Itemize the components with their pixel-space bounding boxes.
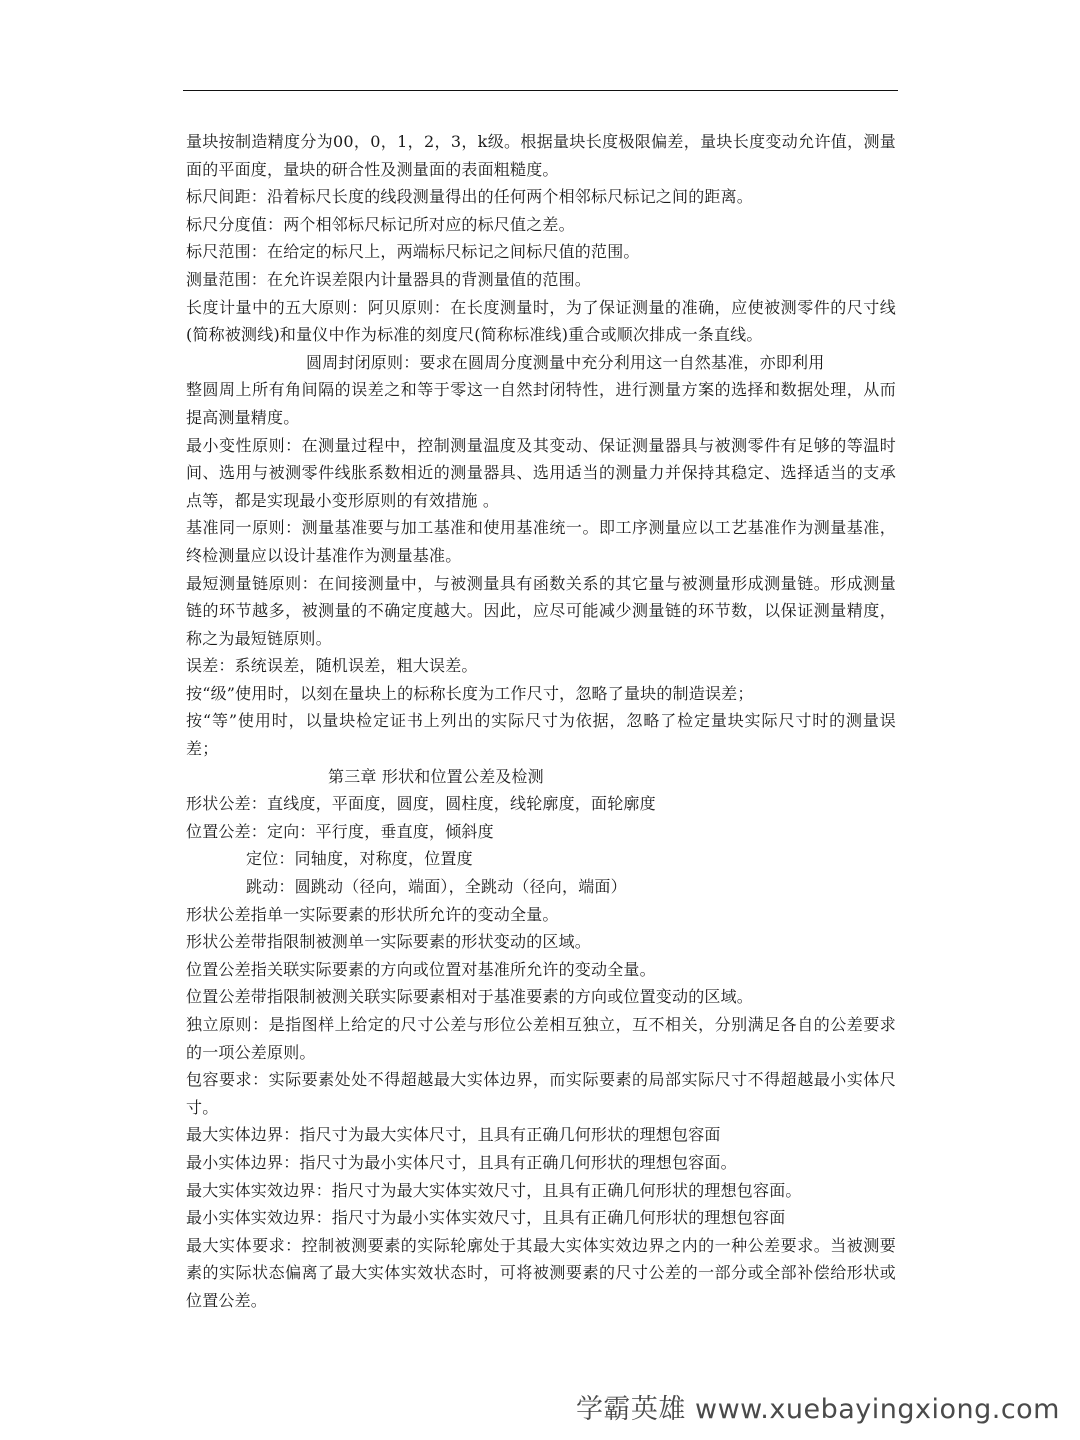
paragraph-use-by-class: 按“等”使用时，以量块检定证书上列出的实际尺寸为依据，忽略了检定量块实际尺寸时的测量误差； [186,711,896,759]
paragraph-runout: 跳动：圆跳动（径向，端面），全跳动（径向，端面） [246,877,627,897]
paragraph-circle-closure-rest: 整圆周上所有角间隔的误差之和等于零这一自然封闭特性，进行测量方案的选择和数据处理，从而提高测量精度。 [186,380,896,427]
paragraph-envelope-requirement: 包容要求：实际要素处处不得超越最大实体边界，而实际要素的局部实际尺寸不得超越最小实体尺寸。 [186,1070,896,1117]
paragraph-position-tolerance: 位置公差：定向：平行度，垂直度，倾斜度 [186,821,494,841]
paragraph-errors: 误差：系统误差，随机误差，粗大误差。 [186,656,478,676]
header-rule [183,90,898,91]
paragraph-mmc-boundary: 最大实体边界：指尺寸为最大实体尺寸，且具有正确几何形状的理想包容面 [186,1125,721,1145]
paragraph-scale-division: 标尺分度值：两个相邻标尺标记所对应的标尺值之差。 [186,214,575,234]
paragraph-form-tolerance-def: 形状公差指单一实际要素的形状所允许的变动全量。 [186,904,559,924]
site-watermark: 学霸英雄 www.xuebayingxiong.com [575,1394,1060,1425]
paragraph-lmc-boundary: 最小实体边界：指尺寸为最小实体尺寸，且具有正确几何形状的理想包容面。 [186,1152,737,1172]
paragraph-form-tolerance-zone: 形状公差带指限制被测单一实际要素的形状变动的区域。 [186,932,592,952]
paragraph-scale-range: 标尺范围：在给定的标尺上，两端标尺标记之间标尺值的范围。 [186,242,640,262]
document-body [186,128,896,1315]
paragraph-min-deformation: 最小变性原则：在测量过程中，控制测量温度及其变动、保证测量器具与被测零件有足够的等温时间、选用与被测零件线胀系数相近的测量器具、选用适当的测量力并保持其稳定、选择适当的支承点等，都是实现最小变形原则的有效措施 。 [186,435,896,510]
paragraph-use-by-grade: 按“级”使用时，以刻在量块上的标称长度为工作尺寸，忽略了量块的制造误差； [186,683,754,703]
paragraph-scale-spacing: 标尺间距：沿着标尺长度的线段测量得出的任何两个相邻标尺标记之间的距离。 [186,187,754,207]
paragraph-circle-closure-first: 圆周封闭原则：要求在圆周分度测量中充分利用这一自然基准，亦即利用 [306,352,825,372]
paragraph-location: 定位：同轴度，对称度，位置度 [246,849,473,869]
paragraph-form-tolerance: 形状公差：直线度，平面度，圆度，圆柱度，线轮廓度，面轮廓度 [186,794,656,814]
paragraph-mmvc-boundary: 最大实体实效边界：指尺寸为最大实体实效尺寸，且具有正确几何形状的理想包容面。 [186,1180,802,1200]
paragraph-datum-unity: 基准同一原则：测量基准要与加工基准和使用基准统一。即工序测量应以工艺基准作为测量基准，终检测量应以设计基准作为测量基准。 [186,518,896,565]
paragraph-measuring-range: 测量范围：在允许误差限内计量器具的背测量值的范围。 [186,269,592,289]
paragraph-independence-principle: 独立原则：是指图样上给定的尺寸公差与形位公差相互独立，互不相关，分别满足各自的公差要求的一项公差原则。 [186,1015,896,1062]
paragraph-shortest-chain: 最短测量链原则：在间接测量中，与被测量具有函数关系的其它量与被测量形成测量链。形成测量链的环节越多，被测量的不确定度越大。因此，应尽可能减少测量链的环节数，以保证测量精度，称之为最短链原则。 [186,573,896,648]
chapter-title: 第三章 形状和位置公差及检测 [328,766,544,786]
paragraph-gauge-block-grades: 量块按制造精度分为00，0，1，2，3，k级。根据量块长度极限偏差，量块长度变动允许值，测量面的平面度，量块的研合性及测量面的表面粗糙度。 [186,132,896,179]
paragraph-position-tolerance-zone: 位置公差带指限制被测关联实际要素相对于基准要素的方向或位置变动的区域。 [186,987,754,1007]
paragraph-position-tolerance-def: 位置公差指关联实际要素的方向或位置对基准所允许的变动全量。 [186,959,656,979]
paragraph-mmc-requirement: 最大实体要求：控制被测要素的实际轮廓处于其最大实体实效边界之内的一种公差要求。当被测要素的实际状态偏离了最大实体实效状态时，可将被测要素的尺寸公差的一部分或全部补偿给形状或位置公差。 [186,1235,896,1310]
paragraph-abbe-principle: 长度计量中的五大原则：阿贝原则：在长度测量时，为了保证测量的准确，应使被测零件的尺寸线(简称被测线)和量仪中作为标准的刻度尺(简称标准线)重合或顺次排成一条直线。 [186,297,896,345]
paragraph-lmvc-boundary: 最小实体实效边界：指尺寸为最小实体实效尺寸，且具有正确几何形状的理想包容面 [186,1208,786,1228]
